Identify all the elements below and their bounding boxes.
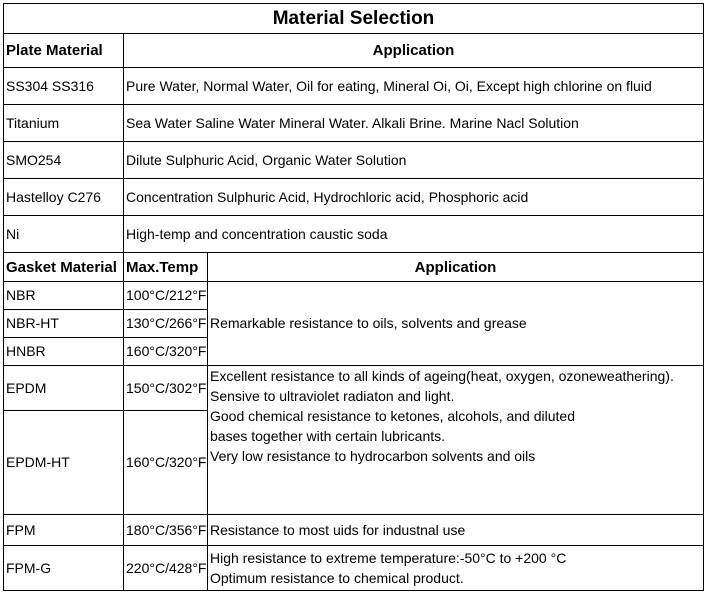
plate-application-cell: Pure Water, Normal Water, Oil for eating, Mineral Oi, Oi, Except high chlorine on fluid bbox=[124, 68, 704, 105]
plate-application-header: Application bbox=[124, 34, 704, 68]
table-row bbox=[4, 366, 704, 411]
application-line: Excellent resistance to all kinds of ageing(heat, oxygen, ozoneweathering). bbox=[210, 368, 674, 384]
plate-material-cell: SMO254 bbox=[4, 142, 124, 179]
gasket-temp-cell: 220°C/428°F bbox=[124, 546, 208, 591]
gasket-material-cell: NBR bbox=[4, 282, 124, 310]
gasket-temp-cell: 160°C/320°F bbox=[124, 411, 208, 515]
table-row bbox=[4, 515, 704, 546]
table-row bbox=[4, 546, 704, 591]
gasket-application-cell bbox=[208, 546, 704, 591]
plate-material-cell: Titanium bbox=[4, 105, 124, 142]
table-row bbox=[4, 142, 704, 179]
plate-material-header: Plate Material bbox=[4, 34, 124, 68]
gasket-material-cell: HNBR bbox=[4, 338, 124, 366]
material-selection-table bbox=[3, 3, 704, 591]
max-temp-header: Max.Temp bbox=[124, 253, 208, 282]
application-line: Good chemical resistance to ketones, alcohols, and diluted bbox=[210, 408, 575, 424]
application-line: Sensive to ultraviolet radiaton and light. bbox=[210, 388, 455, 404]
table-row bbox=[4, 282, 704, 310]
gasket-temp-cell: 150°C/302°F bbox=[124, 366, 208, 411]
plate-material-cell: SS304 SS316 bbox=[4, 68, 124, 105]
plate-header-row bbox=[4, 34, 704, 68]
application-line: High resistance to extreme temperature:-50°C to +200 °C bbox=[210, 550, 567, 566]
material-selection-table-wrapper bbox=[3, 3, 704, 591]
table-row bbox=[4, 216, 704, 253]
gasket-temp-cell: 160°C/320°F bbox=[124, 338, 208, 366]
plate-application-cell: Sea Water Saline Water Mineral Water. Alkali Brine. Marine Nacl Solution bbox=[124, 105, 704, 142]
table-row bbox=[4, 68, 704, 105]
title-row bbox=[4, 4, 704, 34]
gasket-material-cell: EPDM-HT bbox=[4, 411, 124, 515]
gasket-material-cell: FPM-G bbox=[4, 546, 124, 591]
gasket-header-row bbox=[4, 253, 704, 282]
table-row bbox=[4, 179, 704, 216]
gasket-temp-cell: 130°C/266°F bbox=[124, 310, 208, 338]
gasket-material-cell: EPDM bbox=[4, 366, 124, 411]
gasket-temp-cell: 100°C/212°F bbox=[124, 282, 208, 310]
plate-material-cell: Ni bbox=[4, 216, 124, 253]
plate-material-cell: Hastelloy C276 bbox=[4, 179, 124, 216]
application-line: Very low resistance to hydrocarbon solvents and oils bbox=[210, 448, 536, 464]
gasket-material-cell: NBR-HT bbox=[4, 310, 124, 338]
gasket-application-header: Application bbox=[208, 253, 704, 282]
plate-application-cell: High-temp and concentration caustic soda bbox=[124, 216, 704, 253]
gasket-material-header: Gasket Material bbox=[4, 253, 124, 282]
plate-application-cell: Dilute Sulphuric Acid, Organic Water Solution bbox=[124, 142, 704, 179]
gasket-application-cell bbox=[208, 366, 704, 515]
table-title: Material Selection bbox=[4, 4, 704, 34]
gasket-temp-cell: 180°C/356°F bbox=[124, 515, 208, 546]
plate-application-cell: Concentration Sulphuric Acid, Hydrochloric acid, Phosphoric acid bbox=[124, 179, 704, 216]
gasket-material-cell: FPM bbox=[4, 515, 124, 546]
table-row bbox=[4, 105, 704, 142]
gasket-application-cell: Resistance to most uids for industnal use bbox=[208, 515, 704, 546]
application-line: bases together with certain lubricants. bbox=[210, 428, 446, 444]
gasket-application-cell: Remarkable resistance to oils, solvents and grease bbox=[208, 282, 704, 366]
application-line: Optimum resistance to chemical product. bbox=[210, 570, 464, 586]
